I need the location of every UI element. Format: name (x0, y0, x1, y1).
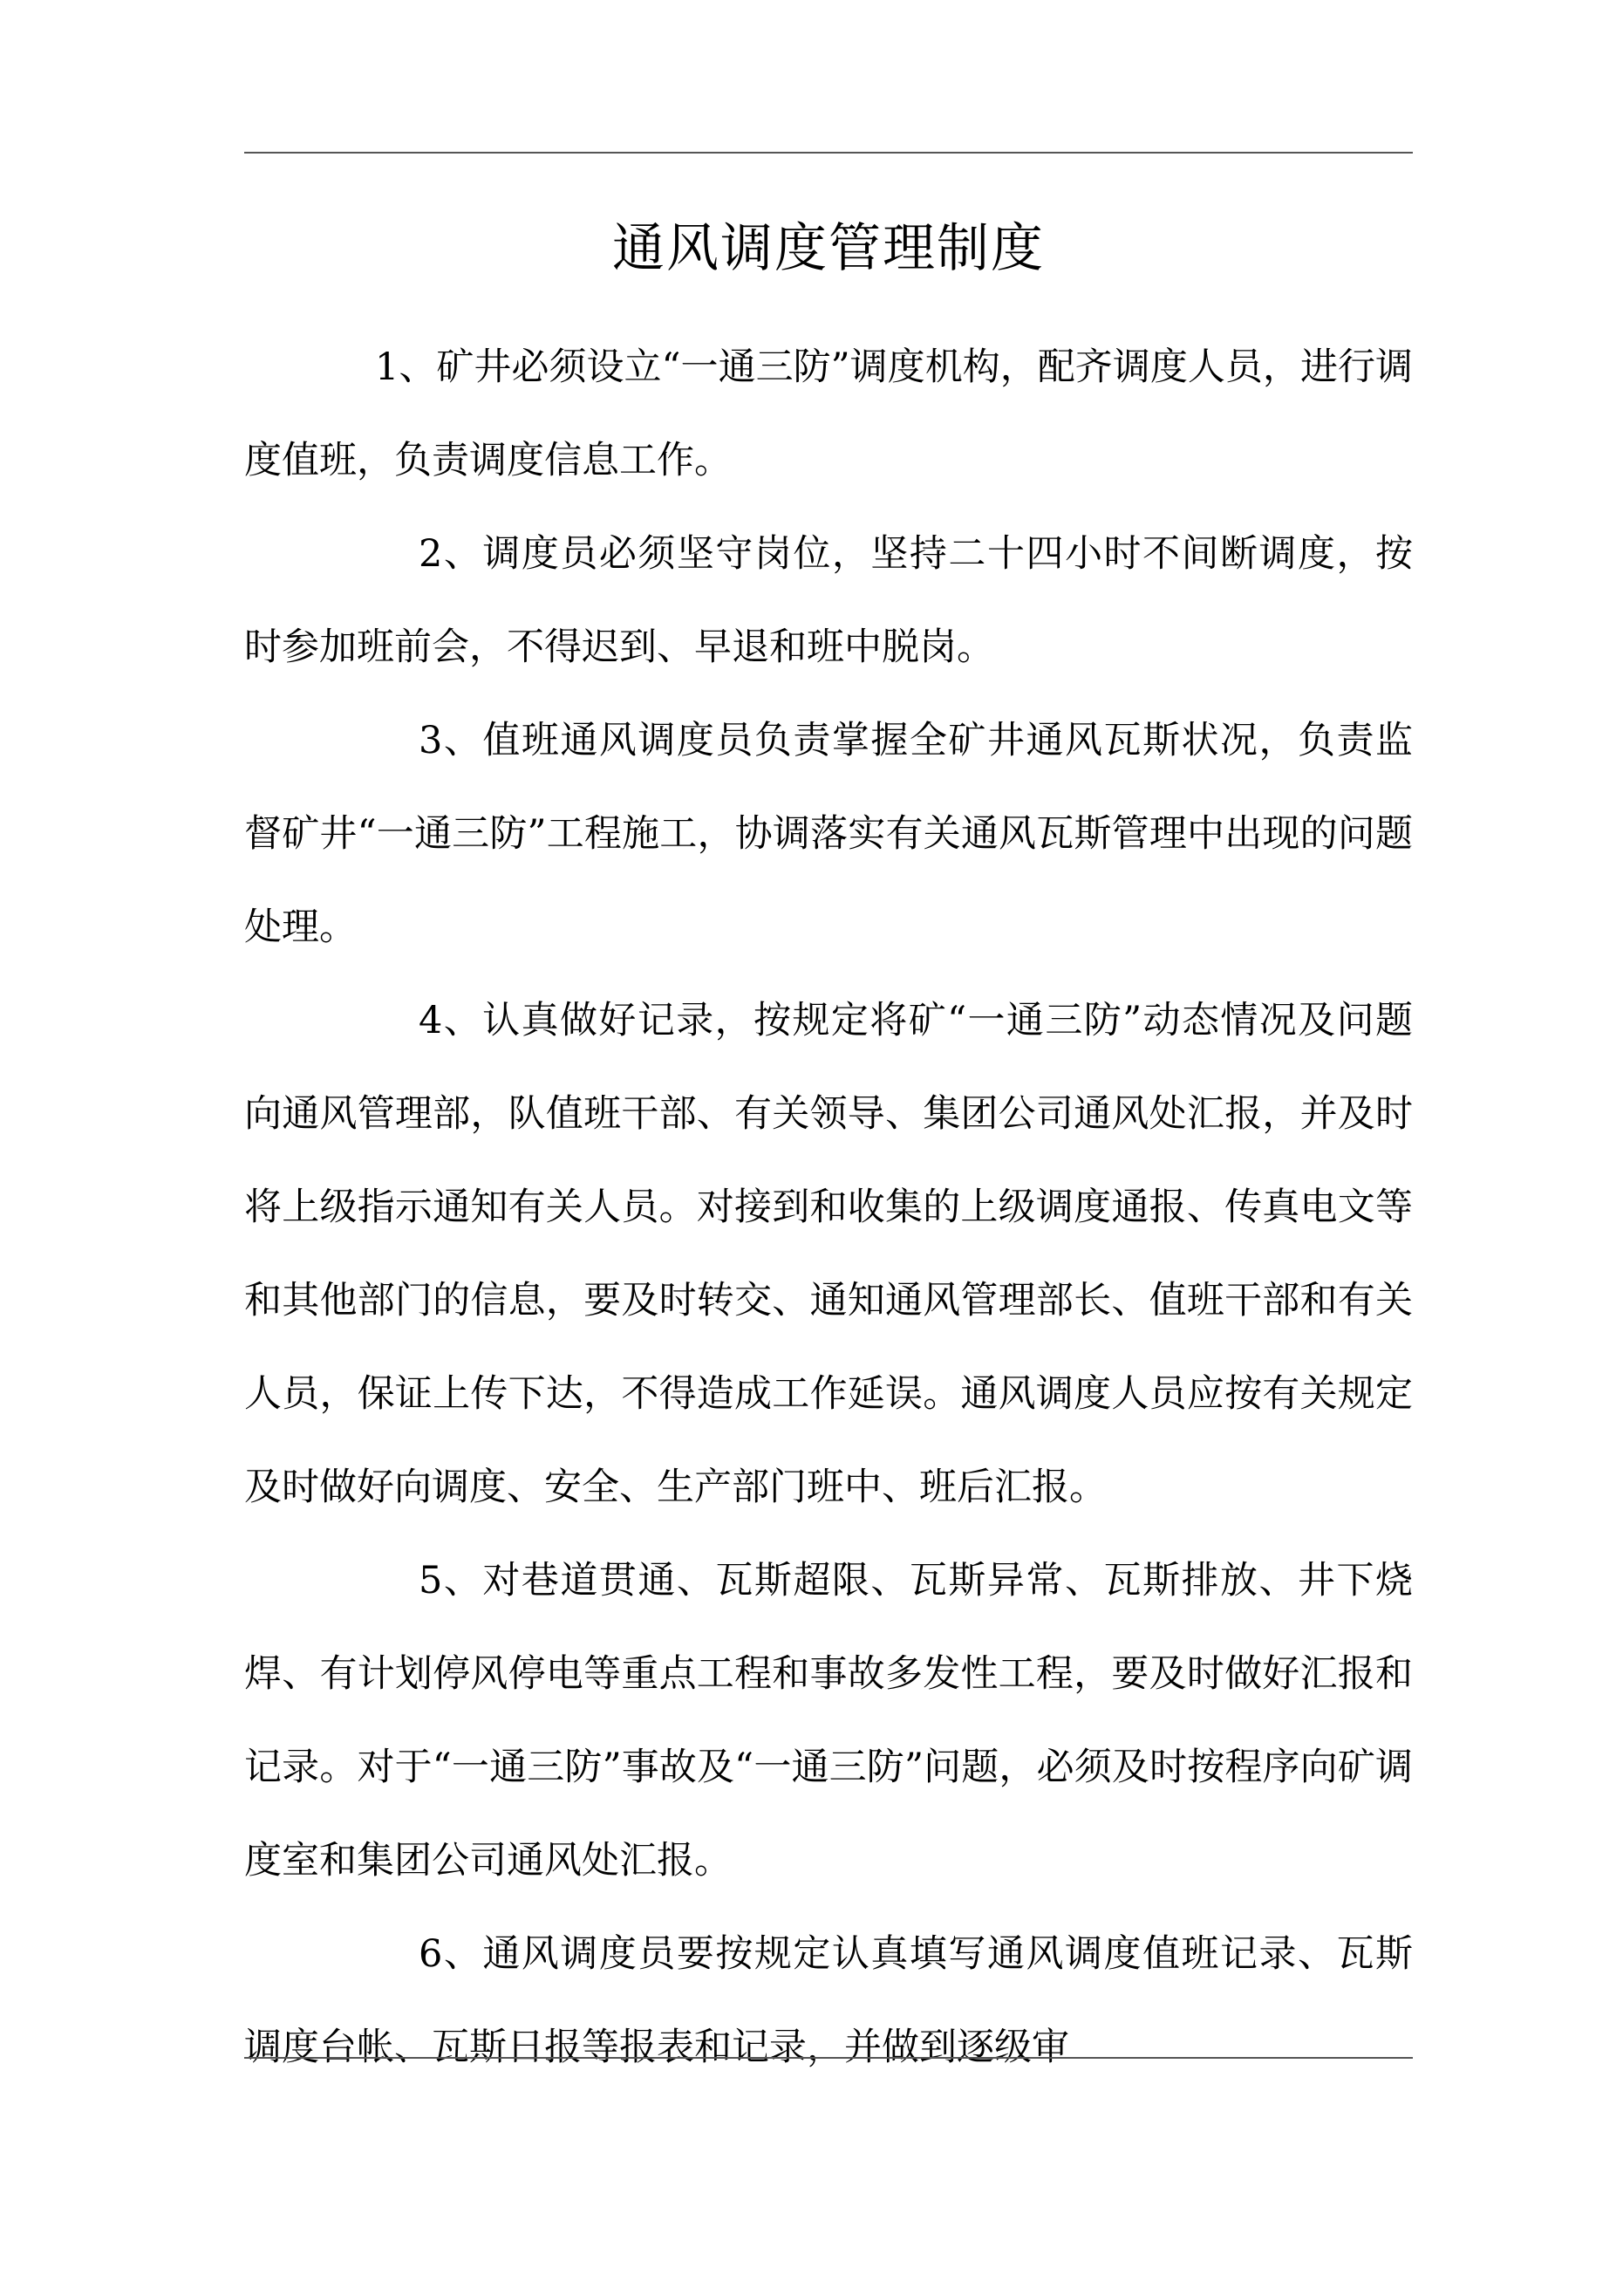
paragraph-6: 6、通风调度员要按规定认真填写通风调度值班记录、瓦斯调度台帐、瓦斯日报等报表和记录，并做到逐级审 (244, 1932, 1413, 2069)
paragraph-5: 5、对巷道贯通、瓦斯超限、瓦斯异常、瓦斯排放、井下烧焊、有计划停风停电等重点工程和事故多发性工程，要及时做好汇报和记录。对于“一通三防”事故及“一通三防”问题，必须及时按程序向矿调度室和集团公司通风处汇报。 (244, 1559, 1413, 1883)
header-rule (244, 152, 1413, 154)
paragraph-2: 2、调度员必须坚守岗位，坚持二十四小时不间断调度，按时参加班前会，不得迟到、早退和班中脱岗。 (244, 532, 1413, 669)
document-body (244, 321, 1413, 2094)
paragraph-1: 1、矿井必须设立“一通三防”调度机构，配齐调度人员，进行调度值班，负责调度信息工作。 (244, 345, 1413, 482)
paragraph-3: 3、值班通风调度员负责掌握全矿井通风瓦斯状况，负责监督矿井“一通三防”工程施工，协调落实有关通风瓦斯管理中出现的问题处理。 (244, 719, 1413, 949)
footer-rule (244, 2057, 1413, 2059)
document-title: 通风调度管理制度 (612, 218, 1045, 279)
paragraph-4: 4、认真做好记录，按规定将矿“一通三防”动态情况及问题向通风管理部，队值班干部、有关领导、集团公司通风处汇报，并及时将上级指示通知有关人员。对接到和收集的上级调度通报、传真电文等和其他部门的信息，要及时转交、通知通风管理部长、值班干部和有关人员，保证上传下达，不得造成工作延误。通风调度人员应按有关规定及时做好向调度、安全、生产部门班中、班后汇报。 (244, 999, 1413, 1509)
